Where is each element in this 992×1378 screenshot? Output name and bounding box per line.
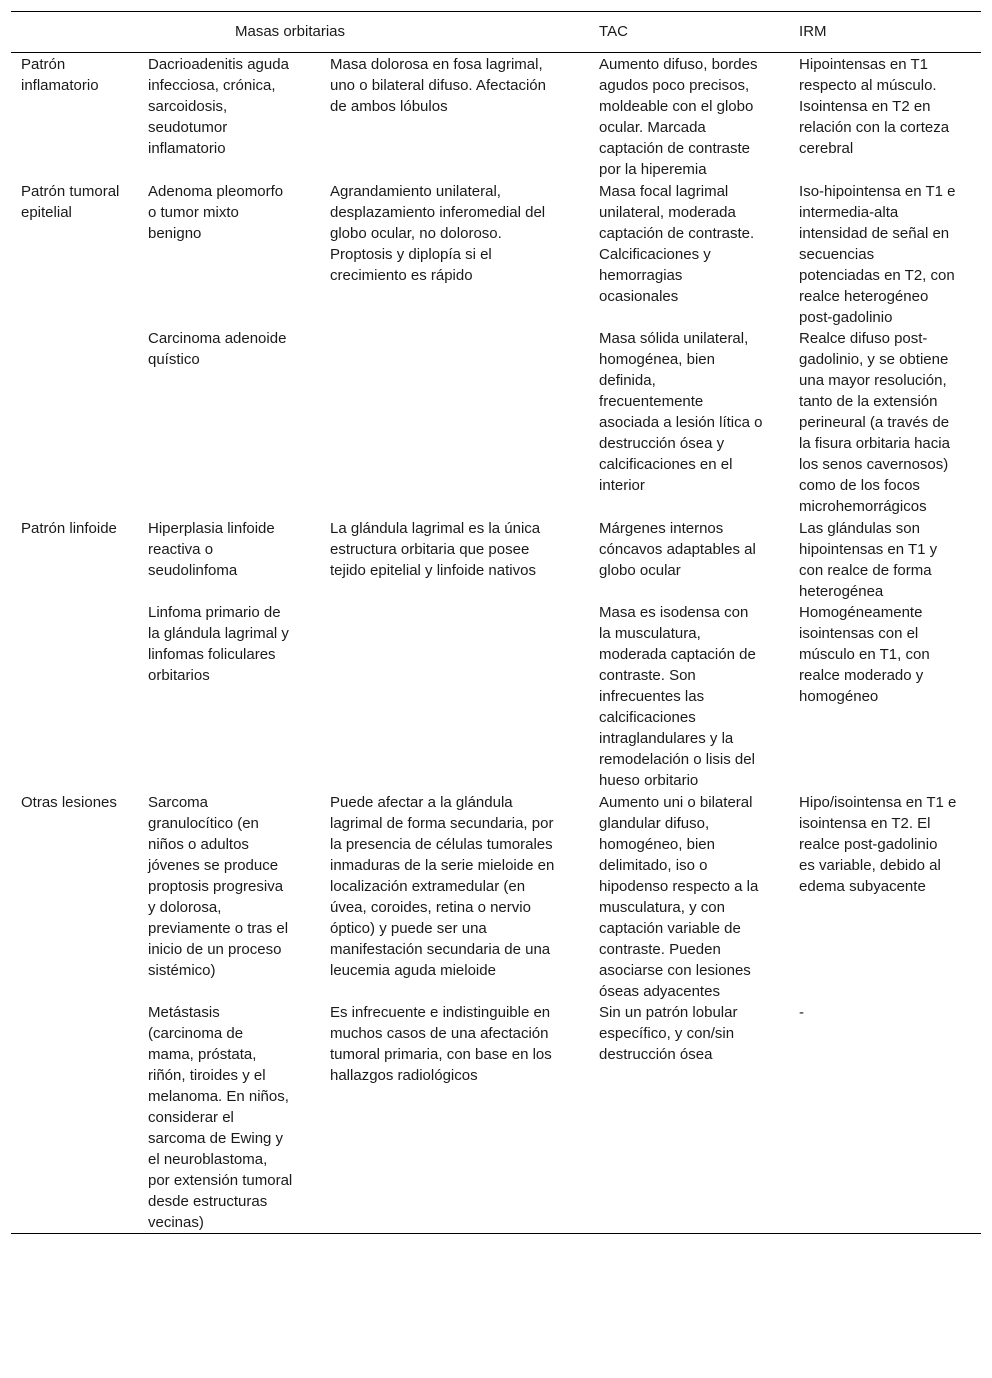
entity-cell [148, 602, 330, 791]
header-masas-orbitarias: Masas orbitarias [11, 12, 599, 53]
tac-cell [599, 328, 799, 517]
pattern-cell [11, 53, 148, 181]
description-cell [330, 1002, 599, 1234]
table-row [11, 791, 981, 1002]
pattern-label: Otras lesiones [21, 794, 117, 811]
pattern-cell [11, 602, 148, 791]
description-cell [330, 517, 599, 602]
pattern-label: Patrón linfoide [21, 520, 117, 537]
irm-text: Iso-hipointensa en T1 e intermedia-alta intensidad de señal en secuencias potenciadas en T2, con realce heterogéneo post-gadolinio [799, 183, 956, 326]
tac-text: Masa sólida unilateral, homogénea, bien definida, frecuentemente asociada a lesión lítica o destrucción ósea y calcificaciones en el interior [599, 330, 763, 494]
tac-cell [599, 1002, 799, 1234]
irm-cell [799, 1002, 981, 1234]
irm-text: Homogéneamente isointensas con el músculo en T1, con realce moderado y homogéneo [799, 604, 930, 705]
table-container [11, 11, 981, 1234]
tac-text: Aumento difuso, bordes agudos poco precisos, moldeable con el globo ocular. Marcada captación de contraste por la hiperemia [599, 56, 758, 178]
description-text: Es infrecuente e indistinguible en muchos casos de una afectación tumoral primaria, con base en los hallazgos radiológicos [330, 1004, 552, 1084]
description-text: Masa dolorosa en fosa lagrimal, uno o bilateral difuso. Afectación de ambos lóbulos [330, 56, 546, 115]
table-row [11, 180, 981, 328]
header-tac: TAC [599, 12, 799, 53]
irm-cell [799, 517, 981, 602]
pattern-cell [11, 180, 148, 328]
header-irm: IRM [799, 12, 981, 53]
table-header-row [11, 12, 981, 53]
irm-cell [799, 180, 981, 328]
entity-text: Dacrioadenitis aguda infecciosa, crónica, sarcoidosis, seudotumor inflamatorio [148, 56, 289, 157]
tac-cell [599, 791, 799, 1002]
entity-text: Hiperplasia linfoide reactiva o seudolinfoma [148, 520, 275, 579]
tac-cell [599, 517, 799, 602]
entity-text: Metástasis (carcinoma de mama, próstata, riñón, tiroides y el melanoma. En niños, considerar el sarcoma de Ewing y el neuroblastoma, por extensión tumoral desde estructuras vecinas) [148, 1004, 293, 1231]
pattern-cell [11, 791, 148, 1002]
description-text: Puede afectar a la glándula lagrimal de forma secundaria, por la presencia de células tumorales inmaduras de la serie mieloide en localización extramedular (en úvea, coroides, retina o nervio óptico) y puede ser una manifestación secundaria de una leucemia aguda mieloide [330, 794, 555, 979]
entity-text: Adenoma pleomorfo o tumor mixto benigno [148, 183, 284, 242]
pattern-cell [11, 517, 148, 602]
tac-text: Masa es isodensa con la musculatura, moderada captación de contraste. Son infrecuentes las calcificaciones intraglandulares y la remodelación o lisis del hueso orbitario [599, 604, 756, 789]
irm-text: Hipo/isointensa en T1 e isointensa en T2. El realce post-gadolinio es variable, debido al edema subyacente [799, 794, 957, 895]
tac-cell [599, 180, 799, 328]
tac-cell [599, 602, 799, 791]
table-row [11, 328, 981, 517]
description-text: Agrandamiento unilateral, desplazamiento inferomedial del globo ocular, no doloroso. Proptosis y diplopía si el crecimiento es rápido [330, 183, 546, 284]
pattern-label: Patrón inflamatorio [21, 56, 99, 94]
pattern-cell [11, 1002, 148, 1234]
irm-text: Realce difuso post-gadolinio, y se obtiene una mayor resolución, tanto de la extensión perineural (a través de la fisura orbitaria hacia los senos cavernosos) como de los focos microhemorrágicos [799, 330, 950, 515]
entity-cell [148, 791, 330, 1002]
description-cell [330, 180, 599, 328]
table-row [11, 53, 981, 181]
tac-text: Márgenes internos cóncavos adaptables al globo ocular [599, 520, 756, 579]
tac-cell [599, 53, 799, 181]
irm-cell [799, 328, 981, 517]
irm-text: Hipointensas en T1 respecto al músculo. Isointensa en T2 en relación con la corteza cerebral [799, 56, 950, 157]
pattern-cell [11, 328, 148, 517]
entity-text: Linfoma primario de la glándula lagrimal y linfomas foliculares orbitarios [148, 604, 289, 684]
entity-cell [148, 180, 330, 328]
irm-cell [799, 53, 981, 181]
irm-text: - [799, 1004, 805, 1021]
entity-cell [148, 517, 330, 602]
irm-cell [799, 791, 981, 1002]
tac-text: Sin un patrón lobular específico, y con/sin destrucción ósea [599, 1004, 738, 1063]
tac-text: Masa focal lagrimal unilateral, moderada captación de contraste. Calcificaciones y hemorragias ocasionales [599, 183, 755, 305]
table-row [11, 1002, 981, 1234]
entity-cell [148, 328, 330, 517]
description-cell [330, 602, 599, 791]
entity-text: Carcinoma adenoide quístico [148, 330, 287, 368]
description-text: La glándula lagrimal es la única estructura orbitaria que posee tejido epitelial y linfoide nativos [330, 520, 541, 579]
entity-cell [148, 1002, 330, 1234]
table-row [11, 517, 981, 602]
description-cell [330, 53, 599, 181]
description-cell [330, 791, 599, 1002]
entity-text: Sarcoma granulocítico (en niños o adultos jóvenes se produce proptosis progresiva y dolorosa, previamente o tras el inicio de un proceso sistémico) [148, 794, 289, 979]
description-cell [330, 328, 599, 517]
irm-cell [799, 602, 981, 791]
orbital-masses-table [11, 11, 981, 1234]
irm-text: Las glándulas son hipointensas en T1 y con realce de forma heterogénea [799, 520, 938, 600]
entity-cell [148, 53, 330, 181]
tac-text: Aumento uni o bilateral glandular difuso, homogéneo, bien delimitado, iso o hipodenso respecto a la musculatura, y con captación variable de contraste. Pueden asociarse con lesiones óseas adyacentes [599, 794, 759, 1000]
table-row [11, 602, 981, 791]
pattern-label: Patrón tumoral epitelial [21, 183, 120, 221]
